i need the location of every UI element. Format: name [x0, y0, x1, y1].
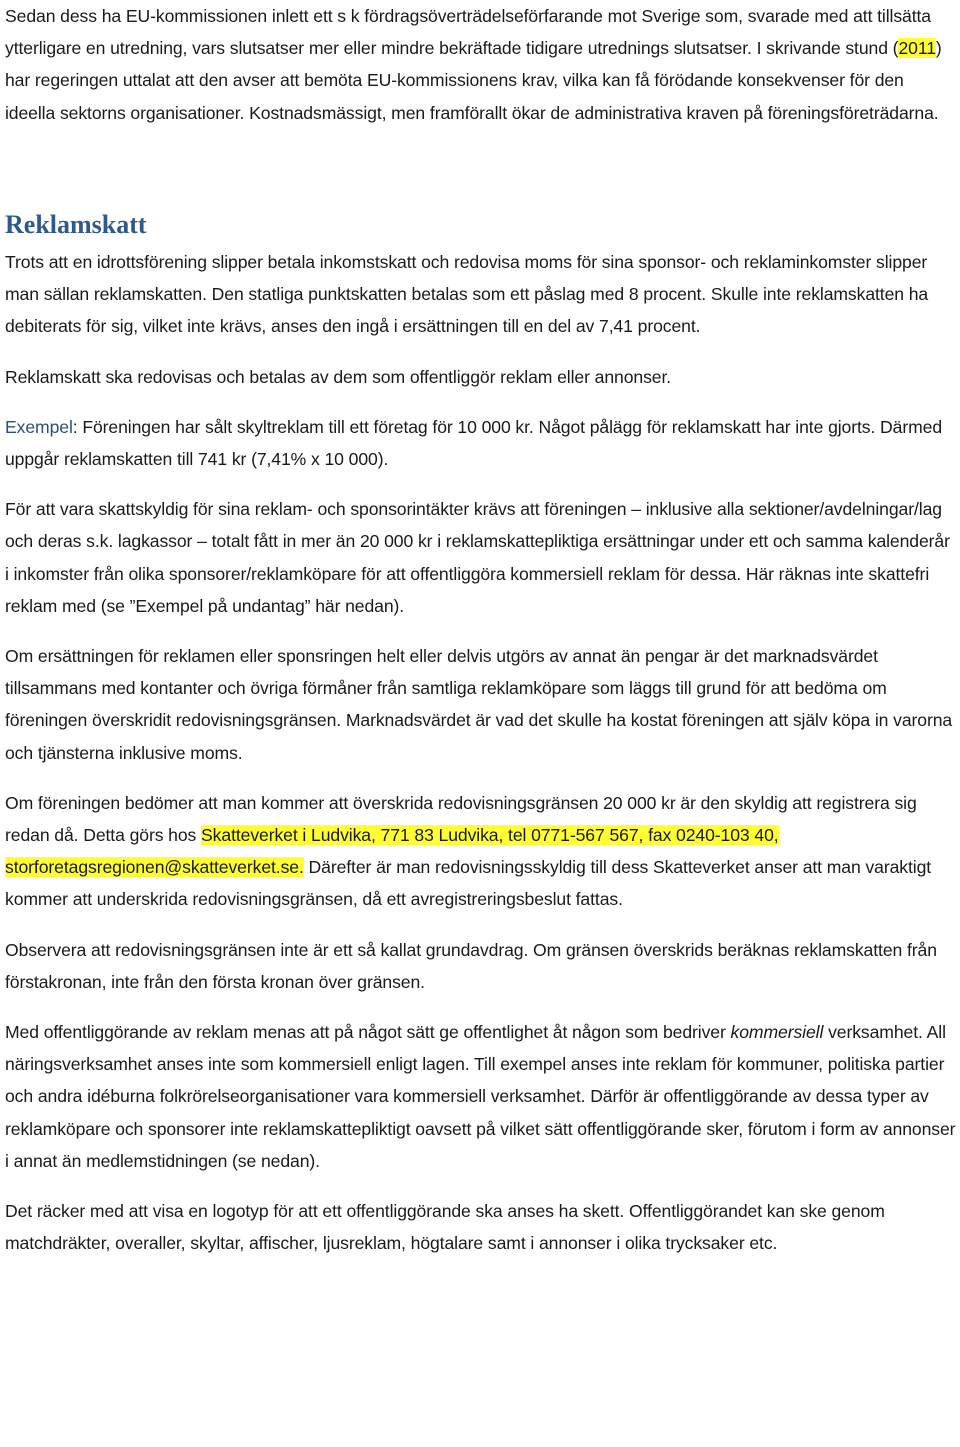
paragraph-5: Om ersättningen för reklamen eller sponsringen helt eller delvis utgörs av annat än pengar är det marknadsvärdet tillsammans med kontanter och övriga förmåner från samtliga reklamköpare som läggs till grund för att bedöma om föreningen överskridit redovisningsgränsen. Marknadsvärdet är vad det skulle ha kostat föreningen att själv köpa in varorna och tjänsterna inklusive moms. [5, 646, 953, 763]
contact-highlight: Skatteverket i Ludvika, 771 83 Ludvika, tel 0771-567 567, fax 0240-103 40, storforetagsregionen@skatteverket.se. [5, 825, 779, 878]
intro-text-b: ) har regeringen uttalat att den avser att bemöta EU-kommissionens krav, vilka kan få förödande konsekvenser för den ideella sektorns organisationer. Kostnadsmässigt, men framförallt ökar de administrativa kraven på föreningsföreträdarna. [5, 38, 942, 123]
paragraph-6 [5, 787, 957, 916]
paragraph-6-b: Därefter är man redovisningsskyldig till dess Skatteverket anser att man varaktigt kommer att underskrida redovisningsgränsen, då ett avregistreringsbeslut fattas. [5, 857, 932, 910]
highlighted-year: 2011 [898, 38, 936, 59]
example-text: : Föreningen har sålt skyltreklam till ett företag för 10 000 kr. Något pålägg för reklamskatt har inte gjorts. Därmed uppgår reklamskatten till 741 kr (7,41% x 10 000). [5, 416, 943, 470]
intro-text-a: Sedan dess ha EU-kommissionen inlett ett s k fördragsöverträdelseförfarande mot Sverige som, svarade med att tillsätta ytterligare en utredning, vars slutsatser mer eller mindre bekräftade tidigare utrednings slutsatser. I skrivande stund ( [5, 6, 931, 59]
paragraph-8-b: verksamhet. All näringsverksamhet anses inte som kommersiell enligt lagen. Till exempel anses inte reklam för kommuner, politiska partier och andra idéburna folkrörelseorganisationer vara kommersiell verksamhet. Därför är offentliggörande av dessa typer av reklamköpare och sponsorer inte reklamskattepliktigt oavsett på vilket sätt offentliggörande sker, förutom i form av annonser i annat än medlemstidningen (se nedan). [5, 1022, 956, 1171]
section-heading: Reklamskatt [5, 210, 147, 239]
paragraph-4: För att vara skattskyldig för sina reklam- och sponsorintäkter krävs att föreningen – inklusive alla sektioner/avdelningar/lag och deras s.k. lagkassor – totalt fått in mer än 20 000 kr i reklamskattepliktiga ersättningar under ett och samma kalenderår i inkomster från olika sponsorer/reklamköpare för att offentliggöra kommersiell reklam för dessa. Här räknas inte skattefri reklam med (se ”Exempel på undantag” här nedan). [5, 499, 950, 616]
paragraph-8-a: Med offentliggörande av reklam menas att på något sätt ge offentlighet åt någon som bedriver [5, 1022, 731, 1043]
paragraph-7: Observera att redovisningsgränsen inte är ett så kallat grundavdrag. Om gränsen överskrids beräknas reklamskatten från förstakronan, inte från den första kronan över gränsen. [5, 939, 937, 992]
paragraph-9: Det räcker med att visa en logotyp för att ett offentliggörande ska anses ha skett. Offentliggörandet kan ske genom matchdräkter, overaller, skyltar, affischer, ljusreklam, högtalare samt i annonser i olika trycksaker etc. [5, 1201, 885, 1254]
paragraph-8 [5, 1016, 957, 1177]
paragraph-2: Reklamskatt ska redovisas och betalas av dem som offentliggör reklam eller annonser. [5, 366, 672, 387]
paragraph-example [5, 411, 957, 475]
intro-paragraph [5, 0, 957, 129]
example-label: Exempel [5, 416, 73, 437]
paragraph-8-emphasis: kommersiell [730, 1022, 824, 1043]
paragraph-6-a: Om föreningen bedömer att man kommer att överskrida redovisningsgränsen 20 000 kr är den skyldig att registrera sig redan då. Detta görs hos [5, 792, 917, 846]
intro-text [5, 0, 957, 129]
paragraph-1: Trots att en idrottsförening slipper betala inkomstskatt och redovisa moms för sina sponsor- och reklaminkomster slipper man sällan reklamskatten. Den statliga punktskatten betalas som ett påslag med 8 procent. Skulle inte reklamskatten ha debiterats för sig, vilket inte krävs, anses den ingå i ersättningen till en del av 7,41 procent. [5, 252, 929, 337]
section-body [5, 246, 957, 1277]
